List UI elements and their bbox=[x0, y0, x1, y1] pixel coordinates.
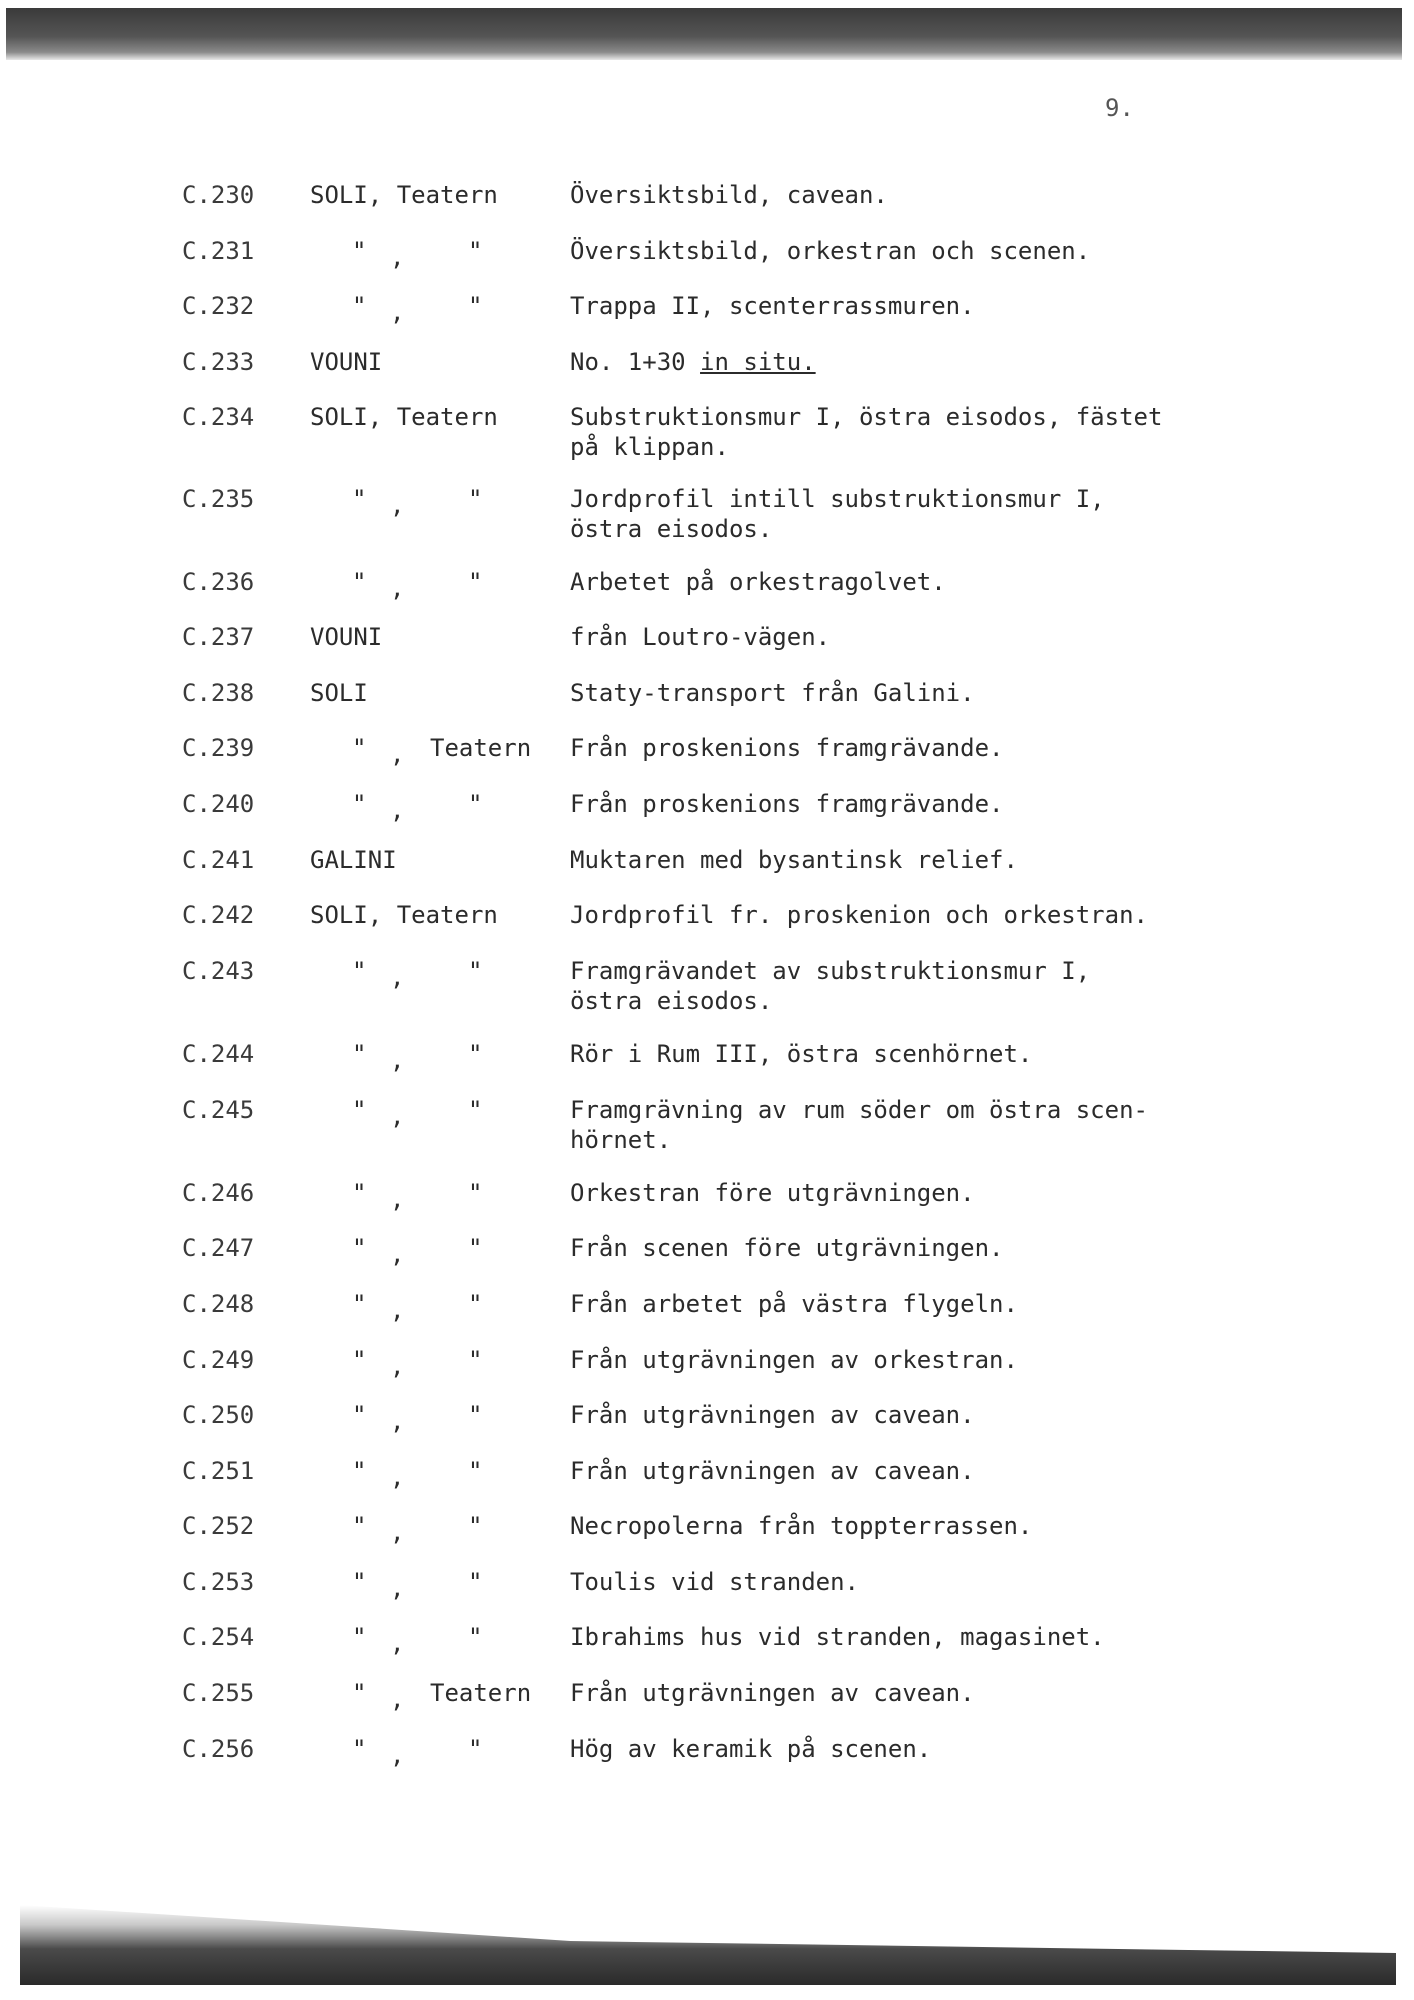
ditto-mark: " bbox=[352, 292, 367, 320]
entry-code: C.236 bbox=[182, 568, 255, 596]
ditto-mark: " bbox=[468, 1457, 483, 1485]
entry-description: Från utgrävningen av cavean. bbox=[570, 1401, 975, 1429]
ditto-mark: " bbox=[468, 1346, 483, 1374]
entry-description: Arbetet på orkestragolvet. bbox=[570, 568, 946, 596]
page-number: 9. bbox=[1105, 94, 1134, 122]
ditto-comma: , bbox=[390, 1685, 405, 1713]
entry-description: Från arbetet på västra flygeln. bbox=[570, 1290, 1018, 1318]
ditto-mark: " bbox=[468, 1623, 483, 1651]
entry-place: VOUNI bbox=[310, 348, 383, 376]
ditto-mark: " bbox=[352, 1040, 367, 1068]
entry-code: C.243 bbox=[182, 957, 255, 985]
ditto-mark: " bbox=[468, 1234, 483, 1262]
ditto-mark: " bbox=[468, 485, 483, 513]
entry-code: C.250 bbox=[182, 1401, 255, 1429]
ditto-comma: , bbox=[390, 796, 405, 824]
ditto-mark: " bbox=[352, 1679, 367, 1707]
entry-code: C.230 bbox=[182, 181, 255, 209]
ditto-comma: , bbox=[390, 1240, 405, 1268]
entry-place: GALINI bbox=[310, 846, 397, 874]
entry-code: C.231 bbox=[182, 237, 255, 265]
entry-code: C.240 bbox=[182, 790, 255, 818]
ditto-mark: " bbox=[468, 1401, 483, 1429]
ditto-mark: " bbox=[352, 1512, 367, 1540]
ditto-mark: " bbox=[468, 1568, 483, 1596]
ditto-mark: " bbox=[352, 790, 367, 818]
ditto-comma: , bbox=[390, 1296, 405, 1324]
entry-description: Muktaren med bysantinsk relief. bbox=[570, 846, 1018, 874]
ditto-mark: " bbox=[352, 1401, 367, 1429]
ditto-mark: " bbox=[352, 237, 367, 265]
entry-code: C.237 bbox=[182, 623, 255, 651]
ditto-mark: " bbox=[352, 485, 367, 513]
ditto-mark: " bbox=[352, 1623, 367, 1651]
ditto-comma: , bbox=[390, 740, 405, 768]
entry-place: SOLI, Teatern bbox=[310, 403, 498, 431]
ditto-mark: " bbox=[352, 734, 367, 762]
entry-description: Från proskenions framgrävande. bbox=[570, 734, 1004, 762]
entry-code: C.248 bbox=[182, 1290, 255, 1318]
ditto-mark: " bbox=[352, 957, 367, 985]
entry-code: C.233 bbox=[182, 348, 255, 376]
entry-code: C.245 bbox=[182, 1096, 255, 1124]
ditto-comma: , bbox=[390, 298, 405, 326]
ditto-comma: , bbox=[390, 1518, 405, 1546]
entry-code: C.235 bbox=[182, 485, 255, 513]
entry-description: Framgrävandet av substruktionsmur I, östra eisodos. bbox=[570, 957, 1091, 1015]
entry-description-text: No. 1+30 bbox=[570, 348, 701, 376]
entry-description-underlined: in situ. bbox=[700, 348, 816, 376]
ditto-mark: " bbox=[352, 1290, 367, 1318]
entry-code: C.254 bbox=[182, 1623, 255, 1651]
entry-code: C.234 bbox=[182, 403, 255, 431]
entry-code: C.247 bbox=[182, 1234, 255, 1262]
entry-description: Jordprofil fr. proskenion och orkestran. bbox=[570, 901, 1148, 929]
ditto-comma: , bbox=[390, 574, 405, 602]
ditto-mark: " bbox=[468, 1512, 483, 1540]
ditto-comma: , bbox=[390, 1629, 405, 1657]
entry-code: C.242 bbox=[182, 901, 255, 929]
entry-description: från Loutro-vägen. bbox=[570, 623, 831, 651]
entry-code: C.251 bbox=[182, 1457, 255, 1485]
entry-description: Substruktionsmur I, östra eisodos, fästet på klippan. bbox=[570, 403, 1163, 461]
entry-code: C.232 bbox=[182, 292, 255, 320]
ditto-comma: , bbox=[390, 1102, 405, 1130]
ditto-mark: " bbox=[468, 292, 483, 320]
ditto-mark: " bbox=[468, 790, 483, 818]
ditto-comma: , bbox=[390, 491, 405, 519]
entry-code: C.252 bbox=[182, 1512, 255, 1540]
entry-description: Hög av keramik på scenen. bbox=[570, 1735, 932, 1763]
entry-description: Framgrävning av rum söder om östra scen- hörnet. bbox=[570, 1096, 1148, 1154]
entry-description: Översiktsbild, cavean. bbox=[570, 181, 888, 209]
entry-description: Från scenen före utgrävningen. bbox=[570, 1234, 1004, 1262]
entry-description: Orkestran före utgrävningen. bbox=[570, 1179, 975, 1207]
ditto-mark: " bbox=[352, 1735, 367, 1763]
ditto-mark: " bbox=[352, 1568, 367, 1596]
ditto-comma: , bbox=[390, 1185, 405, 1213]
entry-subplace: Teatern bbox=[430, 734, 532, 762]
entry-place: SOLI, Teatern bbox=[310, 901, 498, 929]
entry-place: SOLI, Teatern bbox=[310, 181, 498, 209]
ditto-comma: , bbox=[390, 1046, 405, 1074]
entry-place: SOLI bbox=[310, 679, 368, 707]
entry-description: Jordprofil intill substruktionsmur I, östra eisodos. bbox=[570, 485, 1105, 543]
ditto-mark: " bbox=[352, 1346, 367, 1374]
entry-description: Från utgrävningen av orkestran. bbox=[570, 1346, 1018, 1374]
entry-code: C.241 bbox=[182, 846, 255, 874]
ditto-mark: " bbox=[352, 1179, 367, 1207]
ditto-mark: " bbox=[468, 1735, 483, 1763]
entry-description: Från utgrävningen av cavean. bbox=[570, 1679, 975, 1707]
ditto-mark: " bbox=[352, 568, 367, 596]
ditto-mark: " bbox=[352, 1234, 367, 1262]
ditto-mark: " bbox=[468, 1040, 483, 1068]
entry-description: Trappa II, scenterrassmuren. bbox=[570, 292, 975, 320]
entry-description: Rör i Rum III, östra scenhörnet. bbox=[570, 1040, 1033, 1068]
ditto-comma: , bbox=[390, 1741, 405, 1769]
entry-subplace: Teatern bbox=[430, 1679, 532, 1707]
entry-code: C.249 bbox=[182, 1346, 255, 1374]
entry-code: C.238 bbox=[182, 679, 255, 707]
entry-description: Staty-transport från Galini. bbox=[570, 679, 975, 707]
entry-place: VOUNI bbox=[310, 623, 383, 651]
ditto-mark: " bbox=[468, 1096, 483, 1124]
ditto-comma: , bbox=[390, 243, 405, 271]
ditto-comma: , bbox=[390, 1574, 405, 1602]
entry-description: Från utgrävningen av cavean. bbox=[570, 1457, 975, 1485]
ditto-mark: " bbox=[468, 568, 483, 596]
entry-code: C.246 bbox=[182, 1179, 255, 1207]
ditto-mark: " bbox=[468, 957, 483, 985]
ditto-comma: , bbox=[390, 1463, 405, 1491]
ditto-mark: " bbox=[352, 1096, 367, 1124]
entry-code: C.256 bbox=[182, 1735, 255, 1763]
entry-description: Från proskenions framgrävande. bbox=[570, 790, 1004, 818]
ditto-mark: " bbox=[468, 1179, 483, 1207]
entry-description: Ibrahims hus vid stranden, magasinet. bbox=[570, 1623, 1105, 1651]
ditto-mark: " bbox=[352, 1457, 367, 1485]
entry-description: Necropolerna från toppterrassen. bbox=[570, 1512, 1033, 1540]
entry-code: C.253 bbox=[182, 1568, 255, 1596]
entry-code: C.244 bbox=[182, 1040, 255, 1068]
entry-description bbox=[570, 347, 1290, 377]
entry-code: C.255 bbox=[182, 1679, 255, 1707]
ditto-mark: " bbox=[468, 1290, 483, 1318]
entry-description: Översiktsbild, orkestran och scenen. bbox=[570, 237, 1091, 265]
entry-description: Toulis vid stranden. bbox=[570, 1568, 859, 1596]
ditto-comma: , bbox=[390, 1407, 405, 1435]
ditto-comma: , bbox=[390, 963, 405, 991]
ditto-comma: , bbox=[390, 1352, 405, 1380]
entry-code: C.239 bbox=[182, 734, 255, 762]
ditto-mark: " bbox=[468, 237, 483, 265]
